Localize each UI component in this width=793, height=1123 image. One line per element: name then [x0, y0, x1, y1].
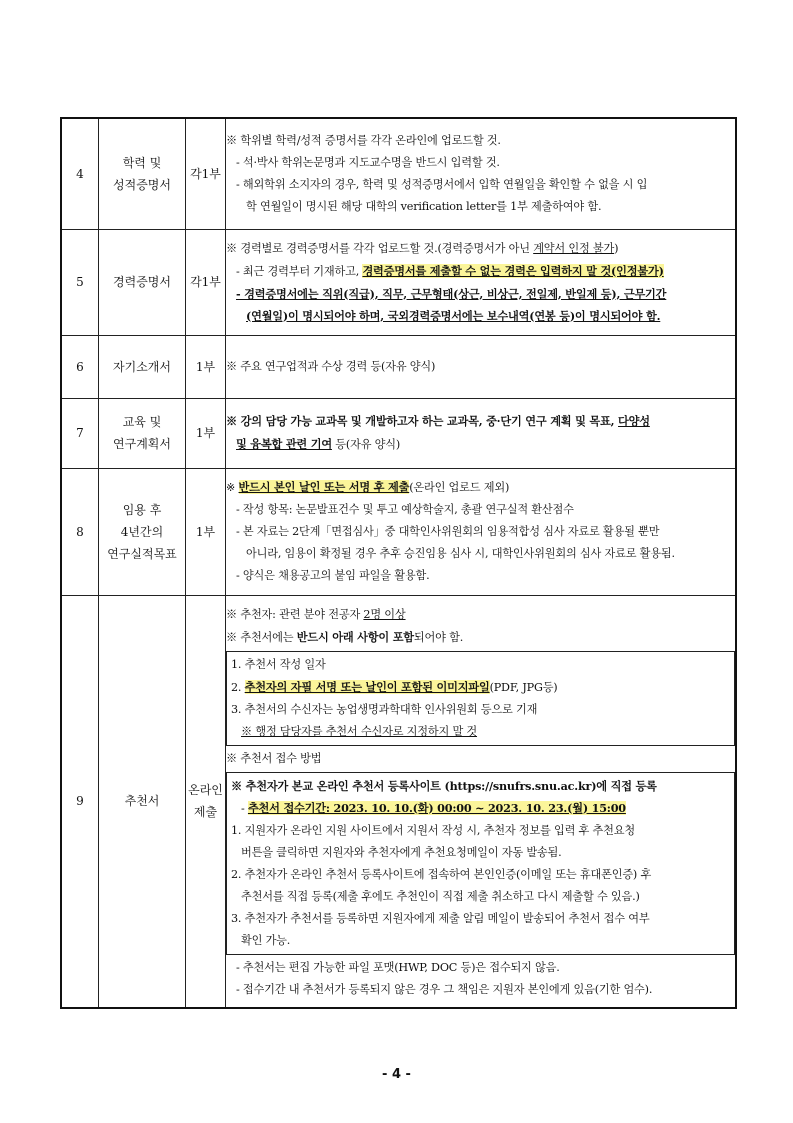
- table-row: [61, 595, 736, 1008]
- document-count: 각1부: [186, 229, 226, 335]
- document-name-line: 경력증명서: [113, 275, 171, 289]
- document-name-line: 성적증명서: [113, 177, 171, 192]
- table-row: [61, 398, 736, 468]
- highlighted-text: 경력증명서를 제출할 수 없는 경력은 입력하지 말 것(인정불가): [362, 263, 664, 278]
- document-name: [99, 335, 186, 398]
- document-name-line: 연구실적목표: [107, 546, 177, 561]
- desc-line: - 경력증명서에는 직위(직급), 직무, 근무형태(상근, 비상근, 전일제, 반일제 등), 근무기간: [236, 286, 667, 301]
- text-span: -: [241, 801, 248, 815]
- row-number: 5: [61, 229, 99, 335]
- document-name-line: 연구계획서: [113, 437, 171, 451]
- document-count: 각1부: [186, 118, 226, 229]
- desc-line: 학 연월일이 명시된 해당 대학의 verification letter를 1부 제출하여야 함.: [246, 199, 602, 213]
- table-row: [61, 335, 736, 398]
- document-name-line: 임용 후: [122, 502, 162, 517]
- table-row: [61, 468, 736, 595]
- desc-line: [226, 476, 735, 499]
- document-name: [99, 229, 186, 335]
- document-description: [226, 118, 737, 229]
- text-span: (PDF, JPG등): [489, 680, 558, 694]
- text-span: 등(자유 양식): [331, 438, 401, 451]
- emphasis-text: 반드시 아래 사항이 포함: [296, 629, 414, 644]
- text-span: ※ 추천서에는: [226, 630, 297, 644]
- box-line: ※ 행정 담당자를 추천서 수신자로 지정하지 말 것: [241, 724, 478, 738]
- highlighted-text: 반드시 본인 날인 또는 서명 후 제출: [238, 480, 410, 494]
- highlighted-text: 추천서 접수기간: 2023. 10. 10.(화) 00:00 ~ 2023. 10. 23.(월) 15:00: [247, 800, 626, 815]
- desc-line: - 석·박사 학위논문명과 지도교수명을 반드시 입력할 것.: [236, 155, 500, 169]
- document-count-line: 제출: [193, 805, 218, 819]
- box-line: 3. 추천서의 수신자는 농업생명과학대학 인사위원회 등으로 기재: [231, 702, 538, 716]
- desc-line: ※ 추천서 접수 방법: [226, 751, 322, 765]
- document-count: [186, 595, 226, 1008]
- desc-line: - 접수기간 내 추천서가 등록되지 않은 경우 그 책임은 지원자 본인에게 있음(기한 엄수).: [236, 982, 653, 996]
- desc-line: - 양식은 채용공고의 붙임 파일을 활용함.: [236, 569, 430, 582]
- document-name-line: 4년간의: [120, 524, 164, 539]
- document-name-line: 교육 및: [122, 415, 162, 429]
- desc-line: [226, 626, 735, 649]
- document-description: [226, 398, 737, 468]
- table-row: [61, 229, 736, 335]
- row-number: 6: [61, 335, 99, 398]
- table-row: [61, 118, 736, 229]
- page-number: - 4 -: [382, 1067, 411, 1082]
- desc-line: - 해외학위 소지자의 경우, 학력 및 성적증명서에서 입학 연월일을 확인할 수 없을 시 입: [236, 177, 648, 191]
- emphasis-text: 및 융복합 관련 기여: [236, 437, 332, 451]
- document-name: [99, 398, 186, 468]
- box-line: 1. 추천서 작성 일자: [231, 657, 326, 671]
- desc-line: - 본 자료는 2단계「면접심사」중 대학인사위원회의 임용적합성 심사 자료로 활용될 뿐만: [236, 525, 660, 538]
- document-name-line: 자기소개서: [113, 359, 171, 374]
- desc-line: ※ 학위별 학력/성적 증명서를 각각 온라인에 업로드할 것.: [226, 133, 501, 147]
- box-line: 2. 추천자가 온라인 추천서 등록사이트에 접속하여 본인인증(이메일 또는 휴대폰인증) 후: [231, 867, 652, 881]
- desc-line: - 추천서는 편집 가능한 파일 포맷(HWP, DOC 등)은 접수되지 않음.: [236, 960, 560, 974]
- requirements-table: [60, 117, 737, 1009]
- emphasis-text: 2명 이상: [363, 607, 406, 621]
- row-number: 7: [61, 398, 99, 468]
- desc-line: [226, 238, 735, 260]
- box-line: 추천서를 직접 등록(제출 후에도 추천인이 직접 제출 취소하고 다시 제출할 수 있음.): [241, 889, 640, 903]
- text-span: 되어야 함.: [413, 630, 464, 644]
- document-name: [99, 595, 186, 1008]
- document-count: 1부: [186, 335, 226, 398]
- document-description: [226, 229, 737, 335]
- row-number: 8: [61, 468, 99, 595]
- document-count-line: 온라인: [188, 783, 223, 797]
- text-span: - 최근 경력부터 기재하고,: [236, 264, 363, 278]
- document-count: 1부: [186, 468, 226, 595]
- box-line: 1. 지원자가 온라인 지원 사이트에서 지원서 작성 시, 추천자 정보를 입력 후 추천요청: [231, 823, 635, 837]
- document-name-line: 학력 및: [122, 155, 162, 170]
- box-line: [231, 676, 730, 699]
- document-name-line: 추천서: [124, 794, 160, 808]
- desc-line: (연월일)이 명시되어야 하며, 국외경력증명서에는 보수내역(연봉 등)이 명시되어야 함.: [246, 308, 661, 323]
- emphasis-text: 다양성: [618, 414, 650, 428]
- box-line: 확인 가능.: [241, 933, 291, 947]
- document-description: [226, 335, 737, 398]
- document-description: [226, 595, 737, 1008]
- desc-line: [226, 604, 735, 626]
- desc-line: [226, 410, 735, 433]
- desc-line: 아니라, 임용이 확정될 경우 추후 승진임용 심사 시, 대학인사위원회의 심사 자료로 활용됨.: [246, 547, 675, 560]
- highlighted-text: 추천자의 자필 서명 또는 날인이 포함된 이미지파일: [244, 679, 490, 694]
- row-number: 9: [61, 595, 99, 1008]
- document-count: 1부: [186, 398, 226, 468]
- required-items-box: [226, 651, 735, 746]
- text-span: ※: [226, 481, 239, 494]
- text-span: (온라인 업로드 제외): [409, 481, 510, 494]
- emphasis-text: 계약서 인정 불가: [533, 241, 615, 255]
- text-span: 2.: [231, 680, 245, 694]
- desc-line: [226, 260, 735, 283]
- desc-line: ※ 주요 연구업적과 수상 경력 등(자유 양식): [226, 359, 436, 373]
- text-span: ※ 경력별로 경력증명서를 각각 업로드할 것.(경력증명서가 아닌: [226, 241, 534, 255]
- document-name: [99, 118, 186, 229]
- box-line: 3. 추천자가 추천서를 등록하면 지원자에게 제출 알림 메일이 발송되어 추천서 접수 여부: [231, 911, 650, 925]
- text-span: ※ 강의 담당 가능 교과목 및 개발하고자 하는 교과목, 중·단기 연구 계획 및 목표,: [226, 414, 619, 428]
- box-line: [231, 797, 730, 820]
- desc-line: - 작성 항목: 논문발표건수 및 투고 예상학술지, 총괄 연구실적 환산점수: [236, 503, 574, 516]
- document-description: [226, 468, 737, 595]
- desc-line: [226, 433, 735, 456]
- document-name: [99, 468, 186, 595]
- box-line: 버튼을 클릭하면 지원자와 추천자에게 추천요청메일이 자동 발송됨.: [241, 845, 562, 859]
- submission-method-box: [226, 772, 735, 955]
- box-line: ※ 추천자가 본교 온라인 추천서 등록사이트 (https://snufrs.snu.ac.kr)에 직접 등록: [231, 778, 657, 793]
- text-span: ): [614, 241, 619, 255]
- text-span: ※ 추천자: 관련 분야 전공자: [226, 607, 364, 621]
- row-number: 4: [61, 118, 99, 229]
